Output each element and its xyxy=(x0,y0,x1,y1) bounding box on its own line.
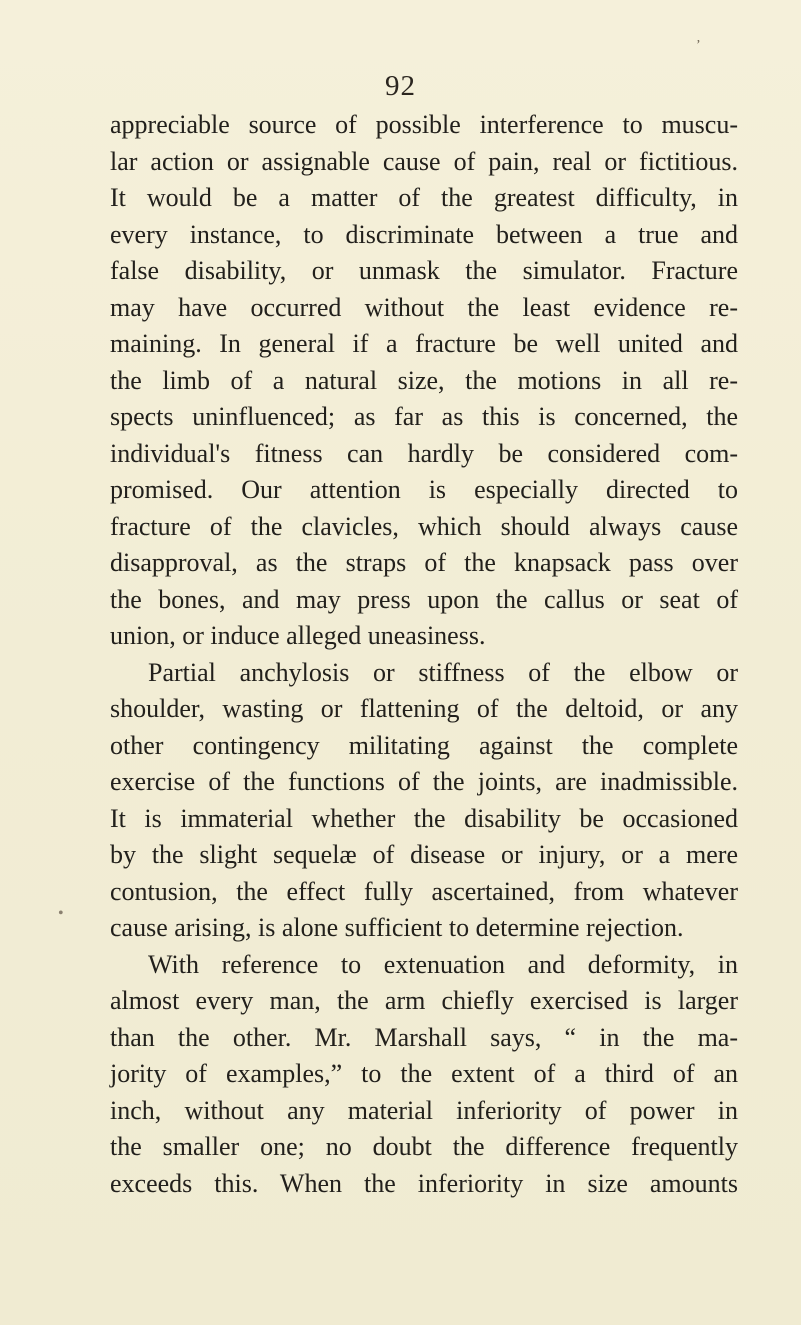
text-line: false disability, or unmask the simulator. Fracture xyxy=(110,256,738,285)
text-line: appreciable source of possible interference to muscu- xyxy=(110,110,738,139)
text-line: fracture of the clavicles, which should always cause xyxy=(110,511,738,541)
text-line: shoulder, wasting or flattening of the deltoid, or any xyxy=(110,694,738,723)
text-line: exceeds this. When the inferiority in size amounts xyxy=(110,1168,738,1198)
text-line: the bones, and may press upon the callus or seat of xyxy=(110,584,738,614)
text-line: It is immaterial whether the disability be occasioned xyxy=(110,803,738,833)
text-line: inch, without any material inferiority of power in xyxy=(110,1095,738,1125)
page-number: 92 xyxy=(385,70,416,102)
text-line: by the slight sequelæ of disease or injury, or a mere xyxy=(110,840,738,869)
text-line: every instance, to discriminate between a true and xyxy=(110,219,738,249)
text-line: lar action or assignable cause of pain, real or fictitious. xyxy=(110,146,738,176)
text-line: It would be a matter of the greatest difficulty, in xyxy=(110,183,738,212)
text-line: union, or induce alleged uneasiness. xyxy=(110,621,486,650)
text-line: the limb of a natural size, the motions in all re- xyxy=(110,365,738,395)
body-text xyxy=(110,107,738,1202)
text-line: maining. In general if a fracture be well united and xyxy=(110,329,738,358)
text-line: than the other. Mr. Marshall says, “ in the ma- xyxy=(110,1022,738,1052)
text-line: individual's fitness can hardly be considered com- xyxy=(110,438,738,468)
text-line: other contingency militating against the complete xyxy=(110,730,738,760)
text-line: disapproval, as the straps of the knapsack pass over xyxy=(110,548,738,577)
text-line: promised. Our attention is especially directed to xyxy=(110,475,738,504)
text-line: almost every man, the arm chiefly exercised is larger xyxy=(110,986,738,1015)
text-line: contusion, the effect fully ascertained, from whatever xyxy=(110,876,738,906)
text-line: Partial anchylosis or stiffness of the elbow or xyxy=(148,657,738,687)
text-line: jority of examples,” to the extent of a third of an xyxy=(110,1059,738,1088)
text-line: cause arising, is alone sufficient to determine rejection. xyxy=(110,913,684,942)
text-line: the smaller one; no doubt the difference frequently xyxy=(110,1132,738,1161)
text-line: spects uninfluenced; as far as this is concerned, the xyxy=(110,402,738,431)
stray-mark: ’ xyxy=(696,38,701,53)
text-line: may have occurred without the least evidence re- xyxy=(110,292,738,322)
text-line: exercise of the functions of the joints, are inadmissible. xyxy=(110,767,738,796)
text-line: With reference to extenuation and deformity, in xyxy=(148,949,738,979)
margin-dot: • xyxy=(58,905,64,922)
